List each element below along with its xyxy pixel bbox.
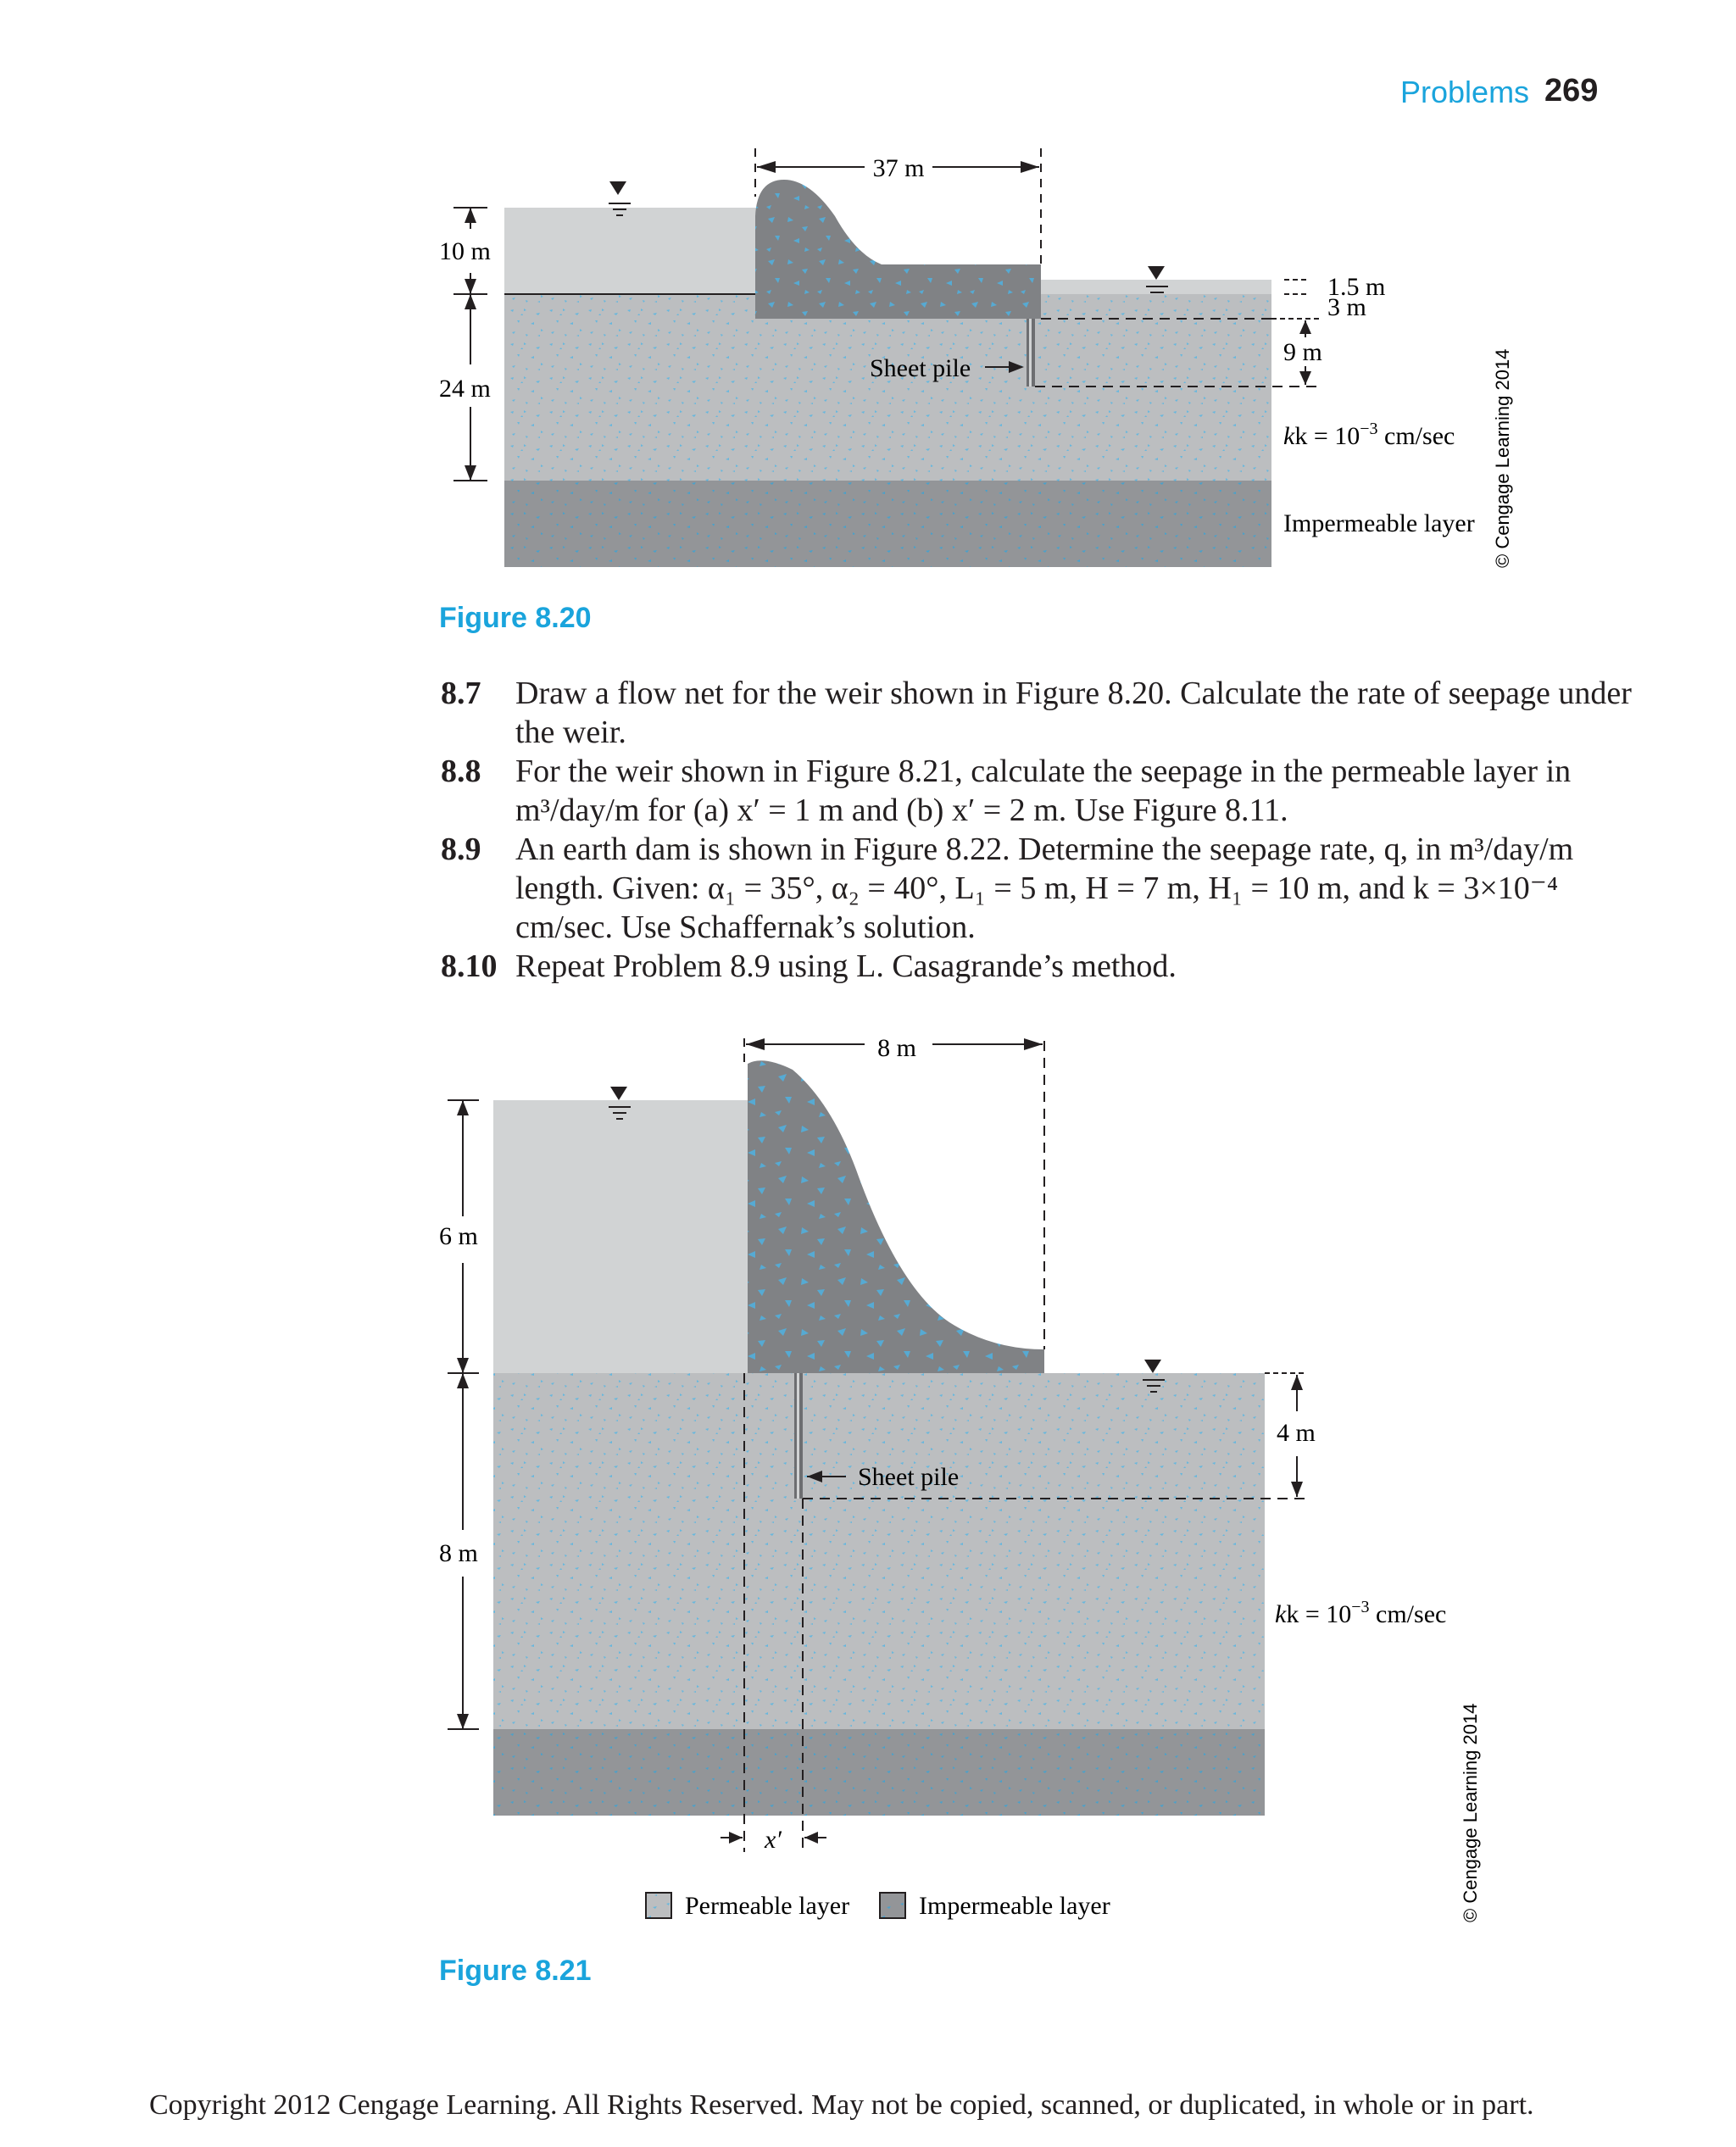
problem-item: 8.10 Repeat Problem 8.9 using L. Casagrande’s method. [441, 948, 1177, 984]
fig821-x-prime-label: x′ [765, 1826, 782, 1854]
fig820-upstream-head-label: 10 m [439, 237, 491, 265]
page-number: 269 [1544, 73, 1599, 108]
figure-8-20-caption: Figure 8.20 [439, 602, 592, 634]
copyright-footer: Copyright 2012 Cengage Learning. All Rights Reserved. May not be copied, scanned, or duplicated, in whole or in part. [149, 2089, 1534, 2121]
running-header-section: Problems [1400, 75, 1530, 109]
legend-impermeable-label: Impermeable layer [919, 1892, 1110, 1920]
problem-list [441, 674, 1644, 986]
problem-item: 8.8 For the weir shown in Figure 8.21, calculate the seepage in the permeable layer in m³/day/m for (a) x′ = 1 m and (b) x′ = 2 m. Use Figure 8.11. [441, 754, 1572, 828]
legend-impermeable-swatch [880, 1893, 905, 1918]
fig820-downstream-head-label: 1.5 m [1327, 273, 1386, 301]
fig821-layer-thickness-label: 8 m [439, 1539, 478, 1567]
fig821-upstream-head-label: 6 m [439, 1222, 478, 1250]
figure-8-20-drawing [0, 0, 1736, 610]
fig820-impermeable-label: Impermeable layer [1283, 509, 1475, 537]
fig821-pile-depth-label: 4 m [1277, 1419, 1316, 1447]
fig820-layer-thickness-label: 24 m [439, 375, 491, 403]
fig821-width-label: 8 m [877, 1034, 916, 1062]
legend-permeable-label: Permeable layer [685, 1892, 850, 1920]
figure-8-21-drawing [0, 1017, 1736, 1975]
fig820-width-label: 37 m [872, 154, 925, 182]
problem-item: 8.7 Draw a flow net for the weir shown in Figure 8.20. Calculate the rate of seepage under the weir. [441, 676, 1632, 750]
problem-item: 8.9 An earth dam is shown in Figure 8.22. Determine the seepage rate, q, in m³/day/m length. Given: α₁ = 35°, α₂ = 40°, L₁ = 5 m, H = 7 m, H₁ = 10 m, and k = 3×10⁻⁴ cm/sec. Use Schaffernak’s solution. [441, 832, 1574, 945]
fig820-weir-base-label: 3 m [1327, 293, 1366, 321]
fig821-sheet-pile-label: Sheet pile [858, 1463, 960, 1491]
fig821-permeability-label: kk = $10^{-3}$ cm/sec [1275, 1598, 1447, 1628]
fig820-sheet-pile-label: Sheet pile [870, 354, 971, 382]
fig820-copyright: © Cengage Learning 2014 [1492, 348, 1513, 568]
figure-8-21-caption: Figure 8.21 [439, 1955, 592, 1987]
legend-permeable-swatch [646, 1893, 671, 1918]
fig821-copyright: © Cengage Learning 2014 [1460, 1703, 1481, 1922]
fig820-pile-depth-label: 9 m [1283, 338, 1322, 366]
fig820-permeability-label: kk = $10^{-3}$ cm/sec [1283, 420, 1455, 450]
